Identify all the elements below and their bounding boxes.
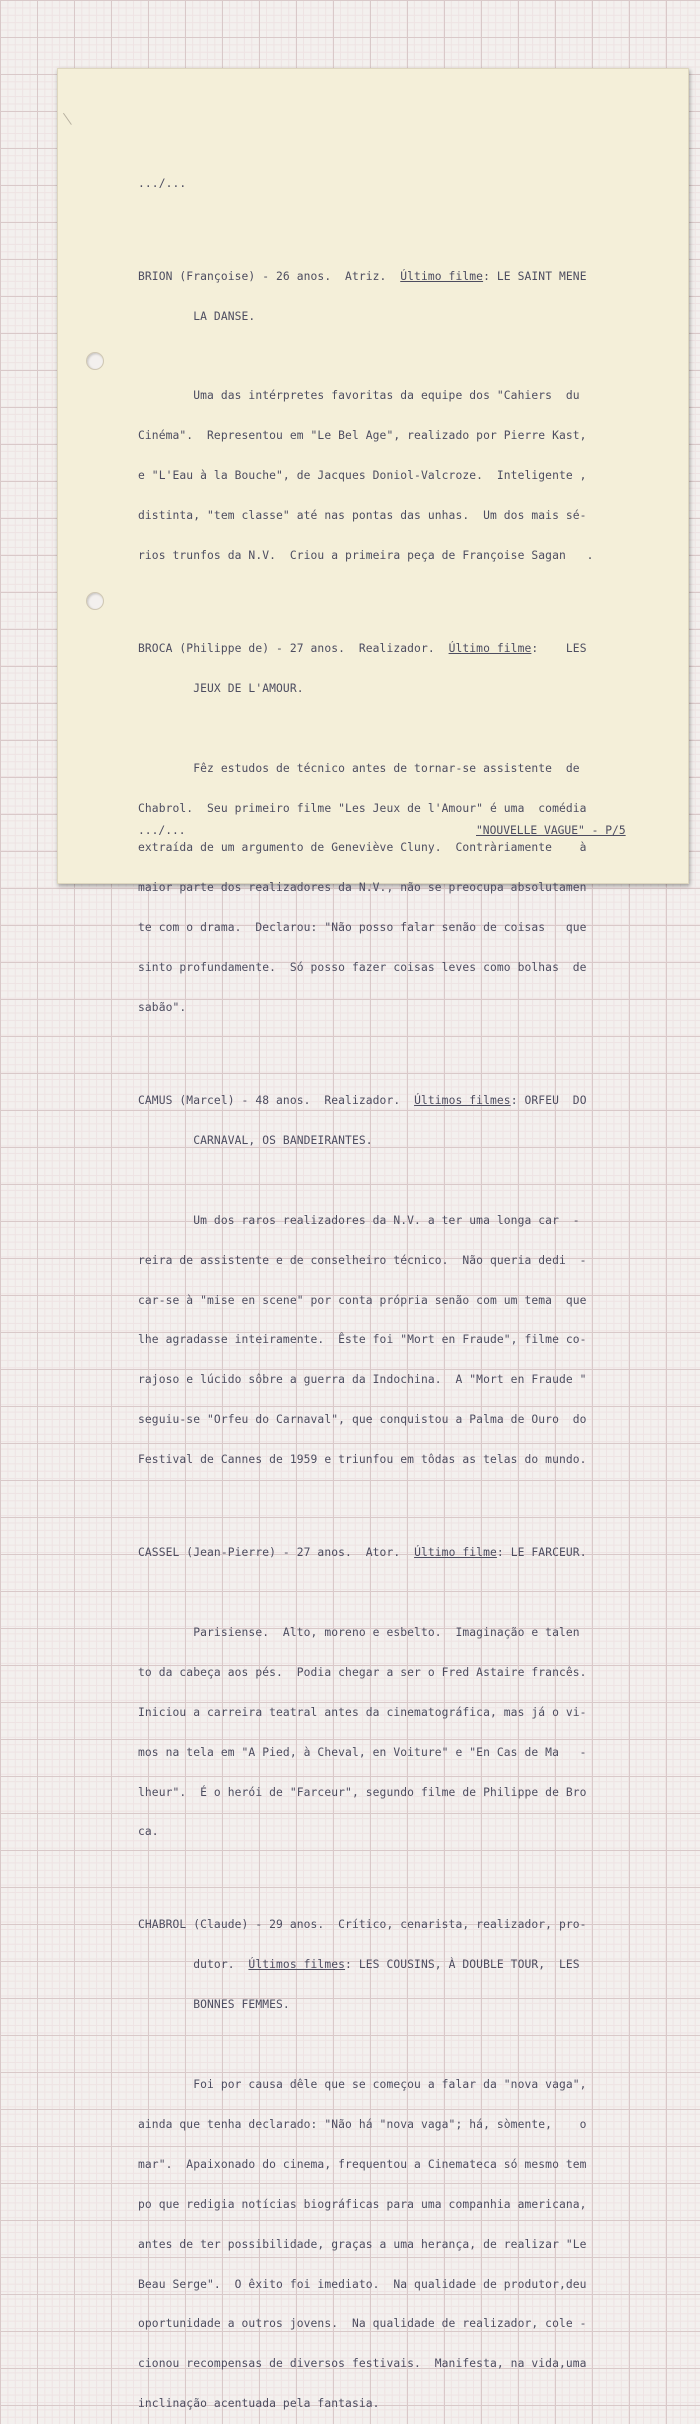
- continued-marker-top: .../...: [138, 176, 187, 190]
- continued-marker-bottom: .../...: [138, 824, 186, 837]
- pencil-mark: [63, 107, 80, 125]
- page-text: .../... BRION (Françoise) - 26 anos. Atriz. Último filme: LE SAINT MENE LA DANSE. Uma das intérpretes favoritas da equipe dos "Cahiers du Cinéma". Representou em "Le Bel Age", realizado por Pierre Kast, e "L'Eau à la Bouche", de Jacques Doniol-Valcroze. Inteligente , distinta, "tem classe" até nas pontas das unhas. Um dos mais sé- rios trunfos da N.V. Criou a primeira peça de Françoise Sagan . BROCA (Philippe de) - 27 anos. Realizador. Último filme: LES JEUX DE L'AMOUR. Fêz estudos de técnico antes de tornar-se assistente de Chabrol. Seu primeiro filme "Les Jeux de l'Amour" é uma comédia extraída de um argumento de Geneviève Cluny. Contràriamente à maior parte dos realizadores da N.V., não se preocupa absolutamen te com o drama. Declarou: "Não posso falar senão de coisas que sinto profundamente. Só posso fazer coisas leves como bolhas de sabão". CAMUS (Marcel) - 48 anos. Realizador. Últimos filmes: ORFEU DO CARNAVAL, OS BANDEIRANTES. Um dos raros realizadores da N.V. a ter uma longa car - reira de assistente e de conselheiro técnico. Não queria dedi - car-se à "mise en scene" por conta própria senão com um tema que lhe agradasse inteiramente. Êste foi "Mort en Fraude", filme co- rajoso e lúcido sôbre a guerra da Indochina. A "Mort en Fraude " seguiu-se "Orfeu do Carnaval", que conquistou a Palma de Ouro do Festival de Cannes de 1959 e triunfou em tôdas as telas do mundo. CASSEL (Jean-Pierre) - 27 anos. Ator. Último filme: LE FARCEUR. Parisiense. Alto, moreno e esbelto. Imaginação e talen to da cabeça aos pés. Podia chegar a ser o Fred Astaire francês. Iniciou a carreira teatral antes da cinematográfica, mas já o vi- mos na tela em "A Pied, à Cheval, en Voiture" e "En Cas de Ma - lheur". É o herói de "Farceur", segundo filme de Philippe de Bro ca. CHABROL (Claude) - 29 anos. Crítico, cenarista, realizador, pro- dutor. Últimos filmes: LES COUSINS, À DOUBLE TOUR, LES BONNES FEMMES. Foi por causa dêle que se começou a falar da "nova vaga", ainda que tenha declarado: "Não há "nova vaga"; há, sòmente, o mar". Apaixonado do cinema, frequentou a Cinemateca só mesmo tem po que redigia notícias biográficas para uma companhia americana, antes de ter possibilidade, graças a uma herança, de realizar "Le Beau Serge". O êxito foi imediato. Na qualidade de produtor,deu oportunidade a outros jovens. Na qualidade de realizador, cole - cionou recompensas de diversos festivais. Manifesta, na vida,uma inclinação acentuada pela fantasia.: [138, 150, 650, 2424]
- entry-header: BROCA (Philippe de) - 27 anos. Realizador. Último filme: LES: [138, 641, 587, 655]
- punch-hole: [86, 592, 104, 610]
- page-reference: "NOUVELLE VAGUE" - P/5: [476, 824, 626, 837]
- entry-header: CHABROL (Claude) - 29 anos. Crítico, cenarista, realizador, pro-: [138, 1918, 587, 1932]
- entry-header: CAMUS (Marcel) - 48 anos. Realizador. Últimos filmes: ORFEU DO: [138, 1094, 587, 1108]
- punch-hole: [86, 352, 104, 370]
- entry-header: BRION (Françoise) - 26 anos. Atriz. Último filme: LE SAINT MENE: [138, 269, 587, 283]
- entry-header: CASSEL (Jean-Pierre) - 27 anos. Ator. Último filme: LE FARCEUR.: [138, 1546, 587, 1560]
